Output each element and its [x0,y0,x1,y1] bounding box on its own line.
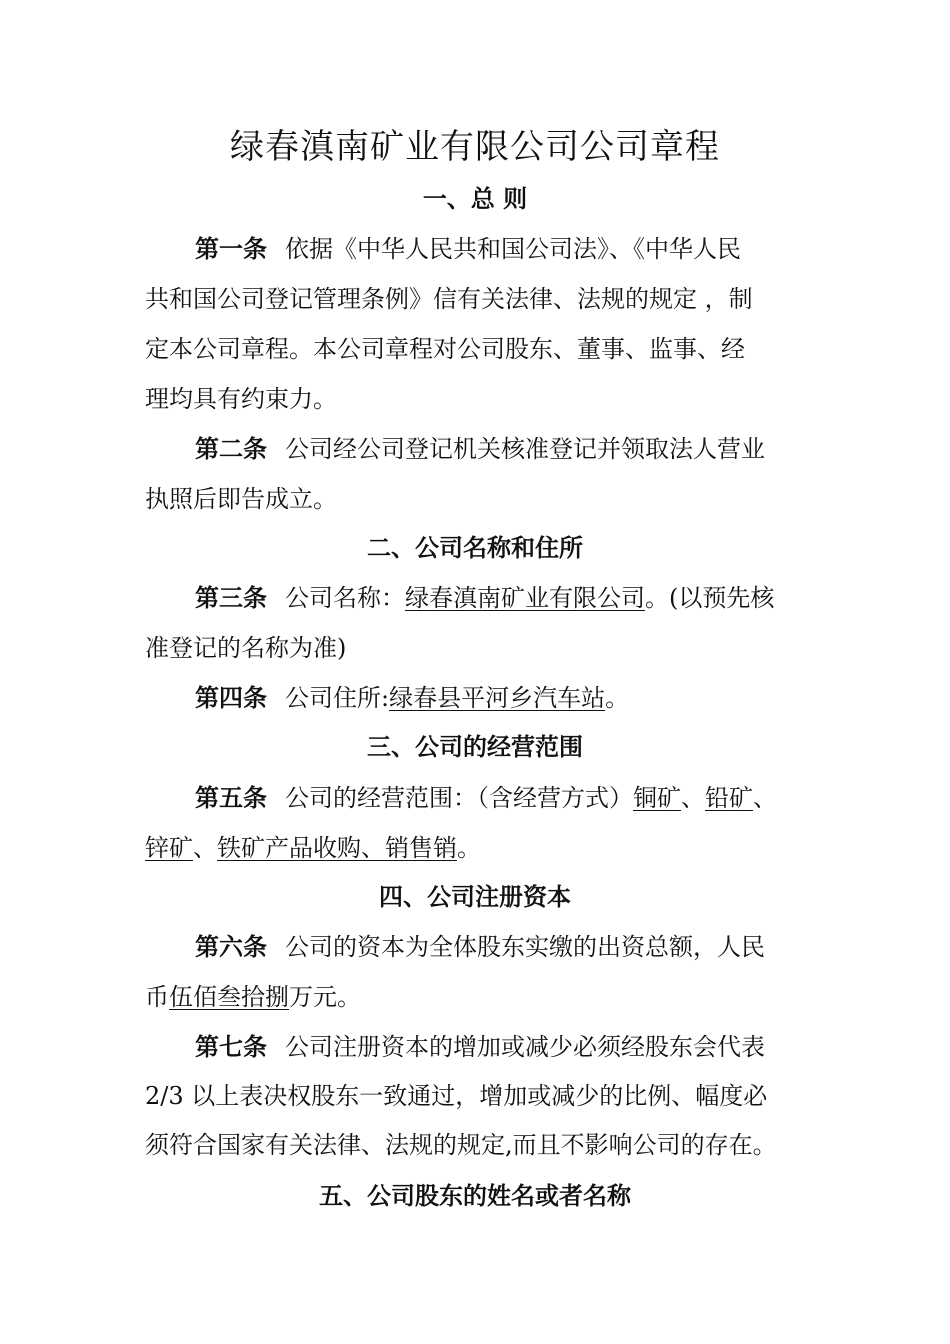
scope-item-underlined: 铁矿产品收购、销售销 [217,834,457,862]
article-label: 第一条 [195,234,267,263]
separator: 、 [193,834,217,862]
article-text: 公司的经营范围：（含经营方式） [285,784,633,812]
article-5-line-1 [195,780,777,816]
article-7-line-2: 2/3 以上表决权股东一致通过，增加或减少的比例、幅度必 [145,1082,768,1110]
article-label: 第五条 [195,783,267,812]
article-text: 。(以预先核 [645,584,775,612]
capital-amount-underlined: 伍佰叁拾捌 [169,983,289,1011]
section-heading-shareholders: 五、公司股东的姓名或者名称 [319,1181,631,1210]
article-label: 第四条 [195,683,267,712]
section-heading-registered-capital: 四、公司注册资本 [379,882,571,911]
article-text: 万元。 [289,983,361,1011]
article-4-line-1 [195,680,629,716]
article-label: 第二条 [195,434,267,463]
article-1-line-3: 定本公司章程。本公司章程对公司股东、董事、监事、经 [145,335,745,363]
scope-item-underlined: 铜矿 [633,784,681,812]
article-label: 第六条 [195,932,267,961]
article-text: 公司的资本为全体股东实缴的出资总额，人民 [285,933,765,961]
section-heading-general: 一、总 则 [422,184,528,213]
separator: 、 [753,784,777,812]
company-address-underlined: 绿春县平河乡汽车站 [389,684,606,712]
article-3-line-1 [195,580,774,616]
article-7-line-1 [195,1029,765,1065]
article-text: 公司注册资本的增加或减少必须经股东会代表 [285,1033,765,1061]
article-text: 公司经公司登记机关核准登记并领取法人营业 [285,435,765,463]
article-text: 公司住所: [285,684,390,712]
article-7-line-3: 须符合国家有关法律、法规的规定,而且不影响公司的存在。 [145,1131,777,1159]
article-3-line-2: 准登记的名称为准) [145,634,347,662]
scope-item-underlined: 铅矿 [705,784,753,812]
article-1-line-4: 理均具有约束力。 [145,385,337,413]
section-heading-name-address: 二、公司名称和住所 [367,533,583,562]
scope-item-underlined: 锌矿 [145,834,193,862]
article-6-line-2 [145,979,361,1015]
article-label: 第三条 [195,583,267,612]
separator: 、 [681,784,705,812]
article-text: 。 [457,834,481,862]
section-heading-business-scope: 三、公司的经营范围 [367,732,583,761]
article-1-line-2: 共和国公司登记管理条例》信有关法律、法规的规定 ，制 [145,285,753,313]
article-2-line-1 [195,431,765,467]
article-text: 。 [605,684,630,712]
article-5-line-2 [145,830,481,866]
document-title: 绿春滇南矿业有限公司公司章程 [230,127,720,167]
article-text: 公司名称： [285,584,405,612]
article-1-line-1 [195,231,741,267]
article-label: 第七条 [195,1032,267,1061]
company-name-underlined: 绿春滇南矿业有限公司 [405,584,645,612]
article-text: 币 [145,983,169,1011]
article-2-line-2: 执照后即告成立。 [145,485,337,513]
article-6-line-1 [195,929,765,965]
article-text: 依据《中华人民共和国公司法》、《中华人民 [285,235,741,263]
